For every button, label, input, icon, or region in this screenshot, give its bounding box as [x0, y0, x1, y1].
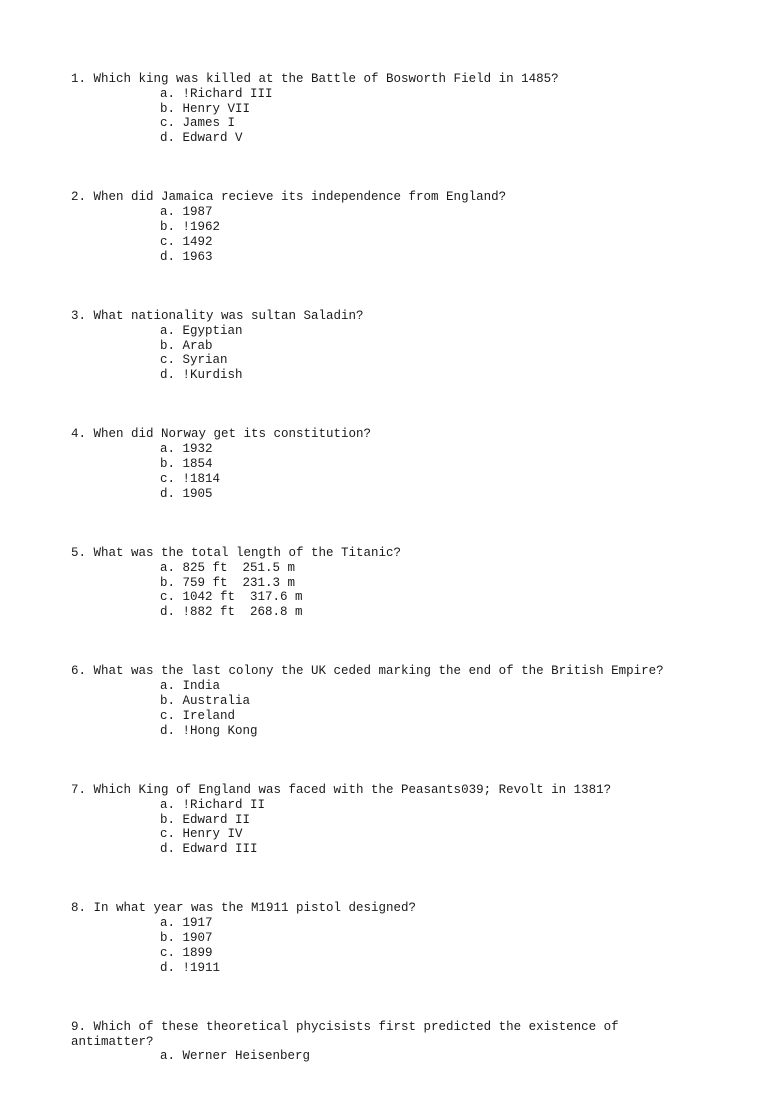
- answer-options: [71, 916, 711, 975]
- answer-option: a. !Richard III: [160, 86, 273, 101]
- answer-option: b. 1854: [160, 457, 213, 472]
- answer-option: a. 825 ft 251.5 m: [160, 560, 296, 575]
- answer-option: a. Egyptian: [160, 323, 243, 338]
- answer-option: b. !1962: [160, 220, 221, 235]
- question-3: [71, 309, 711, 383]
- question-text: 9. Which of these theoretical phycisists first predicted the existence of antimatter?: [71, 1019, 619, 1049]
- answer-option: d. 1963: [160, 249, 213, 264]
- answer-option: a. 1932: [160, 442, 213, 457]
- answer-options: [71, 205, 711, 264]
- answer-options: [71, 798, 711, 857]
- answer-option: d. Edward V: [160, 131, 243, 146]
- answer-options: [71, 87, 711, 146]
- answer-option: c. Ireland: [160, 708, 236, 723]
- question-text: 6. What was the last colony the UK ceded marking the end of the British Empire?: [71, 664, 664, 679]
- answer-option: a. !Richard II: [160, 797, 266, 812]
- answer-option: d. !Kurdish: [160, 368, 243, 383]
- answer-option: c. 1899: [160, 945, 213, 960]
- answer-option: b. Australia: [160, 694, 251, 709]
- answer-option: b. Arab: [160, 338, 213, 353]
- answer-option: d. 1905: [160, 486, 213, 501]
- question-5: [71, 546, 711, 620]
- answer-option: b. 1907: [160, 930, 213, 945]
- quiz-document: [71, 72, 711, 1109]
- answer-option: c. 1492: [160, 234, 213, 249]
- answer-option: c. Syrian: [160, 353, 228, 368]
- question-text: 7. Which King of England was faced with the Peasants039; Revolt in 1381?: [71, 782, 612, 797]
- answer-options: [71, 1049, 711, 1064]
- question-text: 8. In what year was the M1911 pistol designed?: [71, 901, 417, 916]
- answer-option: a. 1917: [160, 916, 213, 931]
- question-text: 4. When did Norway get its constitution?: [71, 427, 372, 442]
- question-text: 5. What was the total length of the Titanic?: [71, 545, 402, 560]
- answer-option: b. Edward II: [160, 812, 251, 827]
- question-text: 2. When did Jamaica recieve its independence from England?: [71, 190, 507, 205]
- question-text: 3. What nationality was sultan Saladin?: [71, 308, 364, 323]
- answer-option: c. 1042 ft 317.6 m: [160, 590, 303, 605]
- answer-option: d. Edward III: [160, 842, 258, 857]
- question-6: [71, 664, 711, 738]
- question-text: 1. Which king was killed at the Battle of Bosworth Field in 1485?: [71, 72, 559, 86]
- answer-option: b. Henry VII: [160, 101, 251, 116]
- answer-option: c. !1814: [160, 471, 221, 486]
- question-1: [71, 72, 711, 146]
- answer-option: c. Henry IV: [160, 827, 243, 842]
- answer-option: d. !1911: [160, 960, 221, 975]
- answer-options: [71, 561, 711, 620]
- answer-options: [71, 442, 711, 501]
- question-7: [71, 783, 711, 857]
- question-2: [71, 190, 711, 264]
- answer-option: d. !Hong Kong: [160, 723, 258, 738]
- question-8: [71, 901, 711, 975]
- answer-options: [71, 679, 711, 738]
- question-9: [71, 1020, 711, 1064]
- answer-option: a. Werner Heisenberg: [160, 1049, 311, 1064]
- answer-option: a. India: [160, 679, 221, 694]
- answer-option: d. !882 ft 268.8 m: [160, 605, 303, 620]
- answer-option: c. James I: [160, 116, 236, 131]
- answer-option: a. 1987: [160, 205, 213, 220]
- answer-option: b. 759 ft 231.3 m: [160, 575, 296, 590]
- answer-options: [71, 324, 711, 383]
- question-4: [71, 427, 711, 501]
